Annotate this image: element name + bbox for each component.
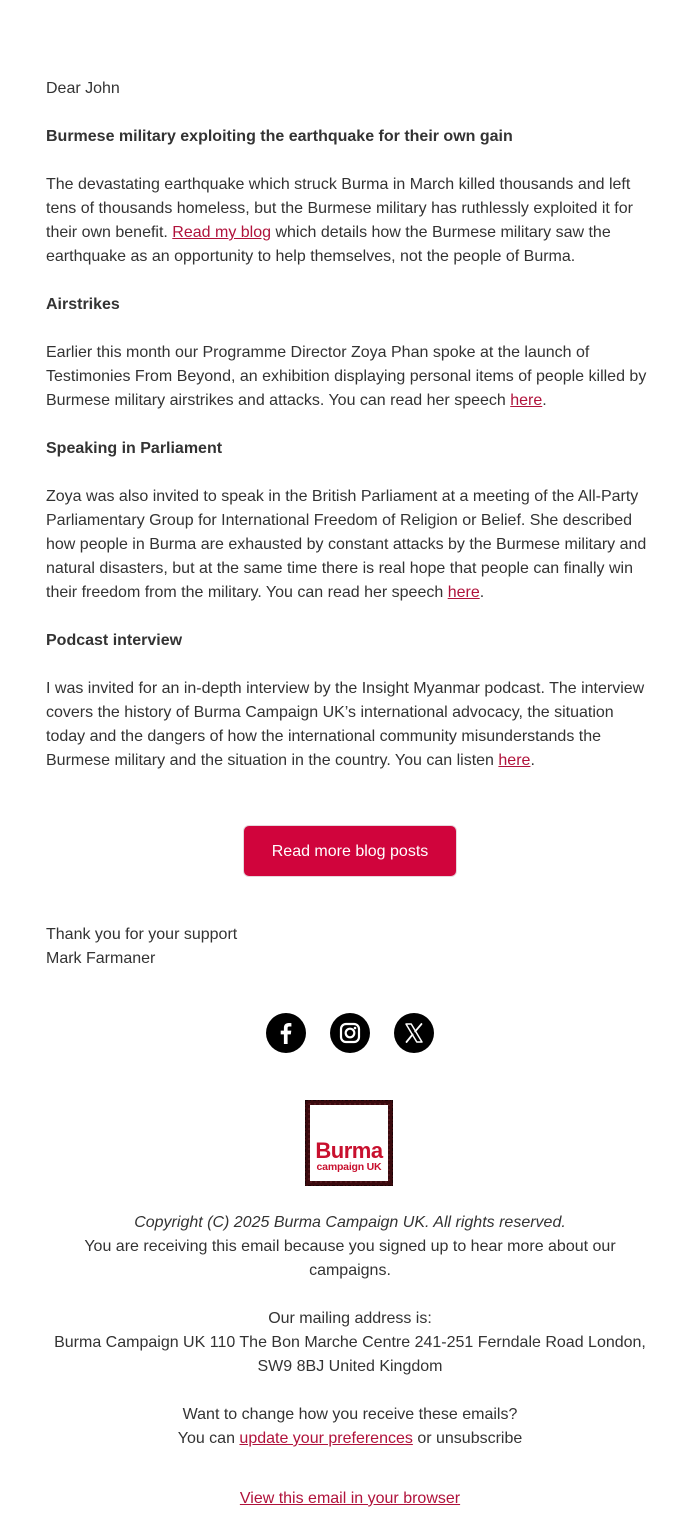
airstrikes-speech-link[interactable]: here	[510, 392, 543, 409]
footer	[46, 1211, 654, 1451]
section-heading: Airstrikes	[46, 296, 120, 313]
section-paragraph: I was invited for an in-depth interview by the Insight Myanmar podcast. The interview covers the history of Burma Campaign UK’s international advocacy, the situation today and the dangers of how the international community misunderstands the Burmese military and the situation in the country. You can listen here.	[46, 680, 645, 769]
read-more-blog-posts-button[interactable]: Read more blog posts	[243, 825, 457, 877]
view-in-browser	[0, 1487, 700, 1511]
change-prompt: Want to change how you receive these emails?	[182, 1406, 518, 1423]
cta-container	[0, 825, 700, 877]
mailing-label: Our mailing address is:	[268, 1310, 432, 1327]
section-heading: Burmese military exploiting the earthquake for their own gain	[46, 128, 513, 145]
logo-word-burma: Burma	[315, 1138, 383, 1163]
receiving-notice: You are receiving this email because you signed up to hear more about our campaigns.	[84, 1238, 616, 1279]
signoff-thanks: Thank you for your support	[46, 926, 238, 943]
mailing-address: Burma Campaign UK 110 The Bon Marche Centre 241-251 Ferndale Road London, SW9 8BJ United Kingdom	[54, 1334, 646, 1375]
preferences-line: You can update your preferences or unsubscribe	[177, 1430, 523, 1447]
instagram-icon[interactable]	[330, 1013, 370, 1053]
section-parliament	[46, 437, 654, 605]
section-heading: Speaking in Parliament	[46, 440, 223, 457]
section-earthquake	[46, 125, 654, 269]
section-paragraph: The devastating earthquake which struck Burma in March killed thousands and left tens of thousands homeless, but the Burmese military has ruthlessly exploited it for their own benefit. Read my blog which details how the Burmese military saw the earthquake as an opportunity to help themselves, not the people of Burma.	[46, 176, 633, 265]
view-in-browser-link[interactable]: View this email in your browser	[239, 1490, 461, 1507]
section-airstrikes	[46, 293, 654, 413]
logo-word-campaign: campaign UK	[316, 1161, 382, 1173]
section-paragraph: Zoya was also invited to speak in the British Parliament at a meeting of the All-Party Parliamentary Group for International Freedom of Religion or Belief. She described how people in Burma are exhausted by constant attacks by the Burmese military and natural disasters, but at the same time there is real hope that people can finally win their freedom from the military. You can read her speech here.	[46, 488, 647, 601]
social-links	[0, 1013, 700, 1053]
section-heading: Podcast interview	[46, 632, 183, 649]
update-preferences-link[interactable]: update your preferences	[239, 1430, 413, 1447]
signoff	[46, 923, 654, 971]
burma-campaign-logo	[305, 1100, 393, 1186]
copyright: Copyright (C) 2025 Burma Campaign UK. All rights reserved.	[134, 1214, 566, 1231]
section-podcast	[46, 629, 654, 773]
signoff-name: Mark Farmaner	[46, 950, 156, 967]
x-icon[interactable]	[394, 1013, 434, 1053]
email-body	[46, 77, 654, 797]
section-paragraph: Earlier this month our Programme Director Zoya Phan spoke at the launch of Testimonies From Beyond, an exhibition displaying personal items of people killed by Burmese military airstrikes and attacks. You can read her speech here.	[46, 344, 647, 409]
podcast-listen-link[interactable]: here	[498, 752, 531, 769]
read-my-blog-link[interactable]: Read my blog	[172, 224, 272, 241]
greeting: Dear John	[46, 80, 120, 97]
facebook-icon[interactable]	[266, 1013, 306, 1053]
parliament-speech-link[interactable]: here	[447, 584, 480, 601]
